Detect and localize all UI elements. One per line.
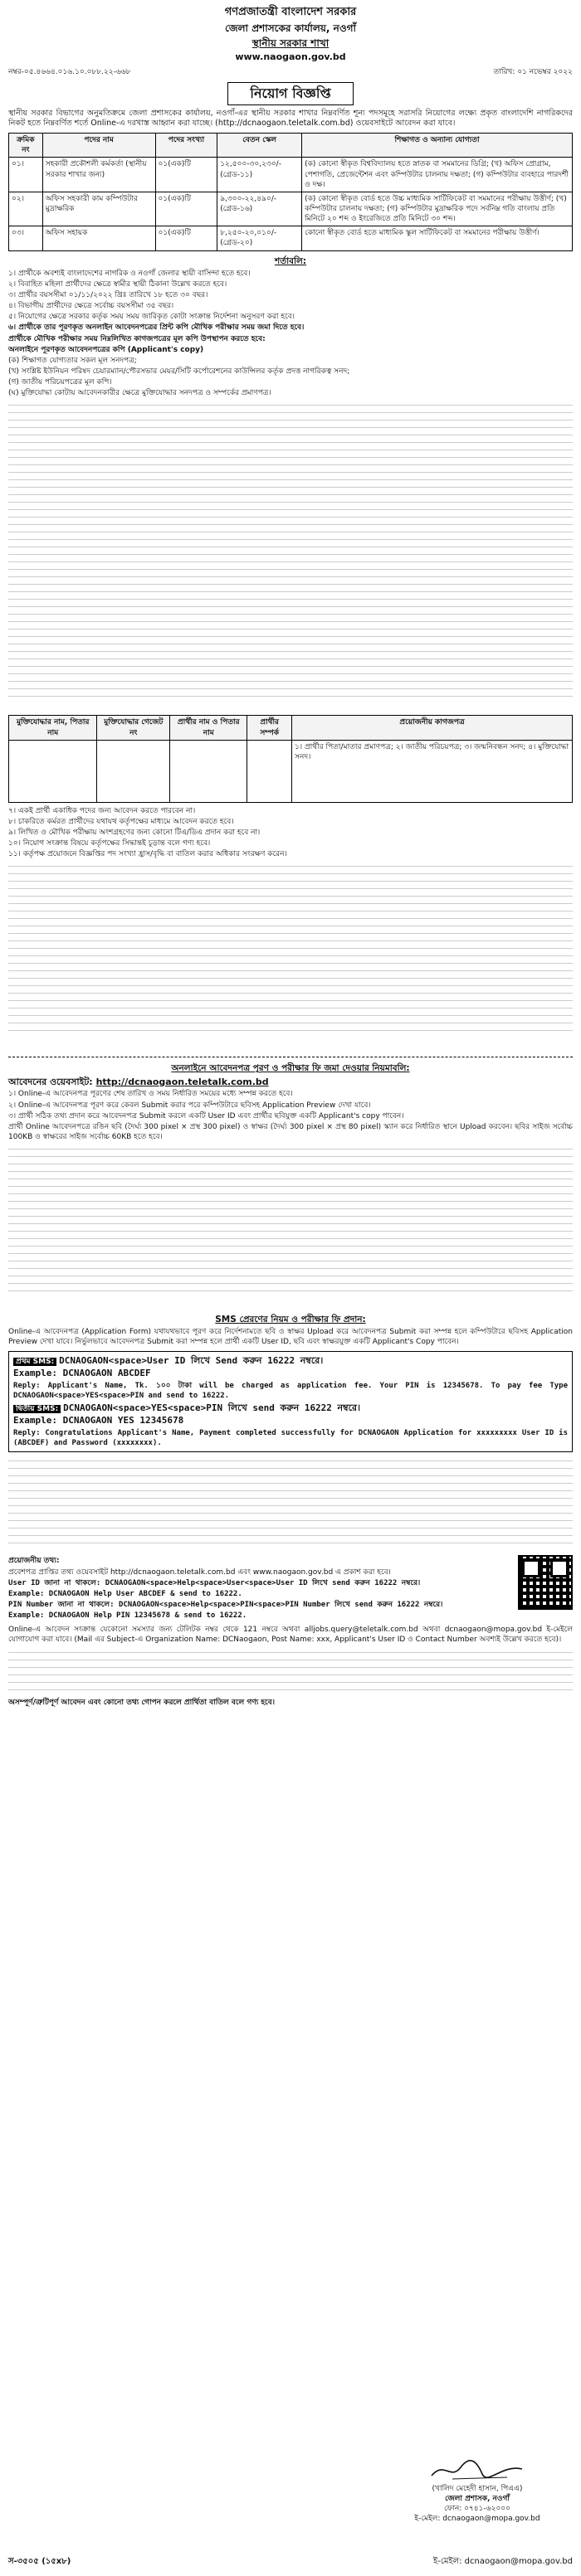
col-qualification: শিক্ষাগত ও অন্যান্য যোগ্যতা <box>302 134 573 158</box>
online-step: ১। Online-এ আবেদনপত্র পূরণের শেষ তারিখ ও সময় নির্ধারিত সময়ের মধ্যে সম্পন্ন করতে হবে। <box>8 1090 293 1099</box>
condition-item: ৬। প্রার্থীকে তার পূরণকৃত অনলাইন আবেদনপত্রের প্রিন্ট কপি মৌখিক পরীক্ষার সময় জমা দিতে হবে। <box>8 323 305 333</box>
row-post: অফিস সহকারী কাম কম্পিউটার মুদ্রাক্ষরিক <box>42 192 155 226</box>
condition-item: ১১। কর্তৃপক্ষ প্রয়োজনে বিজ্ঞপ্তির পদ সংখ্যা হ্রাস/বৃদ্ধি বা বাতিল করার অধিকার সংরক্ষণ করেন। <box>8 850 287 859</box>
row-qualification: কোনো স্বীকৃত বোর্ড হতে মাধ্যমিক স্কুল সার্টিফিকেট বা সমমানের পরীক্ষায় উত্তীর্ণ। <box>302 226 573 250</box>
notice-date: তারিখ: ০১ নভেম্বর ২০২২ <box>493 67 573 76</box>
qr-code <box>518 1555 573 1610</box>
online-url-link[interactable]: http://dcnaogaon.teletalk.com.bd <box>95 1076 269 1087</box>
quota-col-documents: প্রয়োজনীয় কাগজপত্র <box>292 716 573 740</box>
reference-line <box>8 67 573 77</box>
online-section-title: অনলাইনে আবেদনপত্র পূরণ ও পরীক্ষার ফি জমা দেওয়ার নিয়মাবলি: <box>171 1063 410 1074</box>
contact-extra-block <box>8 1647 573 1697</box>
signatory-email: ই-মেইল: dcnaogaon@mopa.gov.bd <box>414 2515 540 2524</box>
online-url-label: আবেদনের ওয়েবসাইট: <box>8 1076 93 1087</box>
website-link[interactable]: www.naogaon.gov.bd <box>235 51 346 62</box>
signatory-name: (খালিদ মেহেদী হাসান, পিএএ) <box>432 2485 523 2493</box>
online-step: ৩। প্রার্থী সঠিক তথ্য প্রদান করে আবেদনপত্র Submit করলে একটি User ID এবং প্রার্থীর ছবিযুক্ত একটি Applicant's copy পাবেন। <box>8 1111 404 1120</box>
sms-second-label: দ্বিতীয় SMS: <box>13 1405 61 1413</box>
signatory-phone: ফোন: ০৭৪১-৬২০০০ <box>444 2505 510 2514</box>
document-item: (গ) জাতীয় পরিচয়পত্রের মূল কপি। <box>8 378 112 387</box>
more-conditions <box>8 806 573 860</box>
help-line: Example: DCNAOGAON Help User ABCDEF & send to 16222. <box>8 1589 242 1598</box>
condition-item: ৮। চাকরিতে কর্মরত প্রার্থীদের যথাযথ কর্তৃপক্ষের মাধ্যমে আবেদন করতে হবে। <box>8 817 234 826</box>
row-serial: ০২। <box>9 192 43 226</box>
online-instructions-block <box>8 1144 573 1310</box>
sms-first-line <box>13 1355 568 1368</box>
help-line: User ID জানা না থাকলে: DCNAOGAON<space>Help<space>User<space>User ID লিখে send করুন 16222 নম্বরে। <box>8 1578 421 1587</box>
quota-col-gazette: মুক্তিযোদ্ধার গেজেট নং <box>97 716 170 740</box>
col-scale: বেতন স্কেল <box>217 134 302 158</box>
sms-fee-note: Online-এ আবেদনপত্র (Application Form) যথাযথভাবে পূরণ করে নির্দেশনামতে ছবি ও স্বাক্ষর Upload করে আবেদনপত্র Submit করা সম্পন্ন হলে কম্পিউটারে ছবিসহ Application Preview দেখা যাবে। নির্ভুলভাবে আবেদনপত্র Submit করা সম্পন্ন হলে প্রার্থী একটি User ID, ছবি এবং স্বাক্ষরযুক্ত একটি Applicant's Copy পাবেন। <box>8 1328 573 1347</box>
online-url-line <box>8 1077 573 1089</box>
sms-reply-one: Reply: Applicant's Name, Tk. ১০০ টাকা will be charged as application fee. Your PIN is 12345678. To pay fee Type DCNAOGAON<space>YES<space>PIN and send to 16222. <box>13 1382 568 1401</box>
help-text <box>8 1555 511 1621</box>
condition-item: ১। প্রার্থীকে অবশ্যই বাংলাদেশের নাগরিক ও নওগাঁ জেলার স্থায়ী বাসিন্দা হতে হবে। <box>8 269 251 278</box>
final-note: অসম্পূর্ণ/ত্রুটিপূর্ণ আবেদন এবং কোনো তথ্য গোপন করলে প্রার্থিতা বাতিল বলে গণ্য হবে। <box>8 1698 276 1707</box>
conditions-list <box>8 269 573 333</box>
condition-item: ৩। প্রার্থীর বয়সসীমা ০১/১১/২০২২ খ্রিঃ তারিখে ১৮ হতে ৩০ বছর। <box>8 290 208 299</box>
online-steps <box>8 1089 573 1120</box>
row-qualification: (ক) কোনো স্বীকৃত বিশ্ববিদ্যালয় হতে স্নাতক বা সমমানের ডিগ্রি; (খ) অফিস প্রোগ্রাম, পেশাগতি, প্রেজেন্টেশন এবং কম্পিউটার চালনায় দক্ষতা; (গ) কম্পিউটার ব্যবহারে পারদর্শী ও দক্ষ। <box>302 158 573 192</box>
row-post: সহকারী প্রকৌশলী কর্মকর্তা (স্থানীয় সরকার শাখার জন্য) <box>42 158 155 192</box>
row-scale: ৮,২৫০-২০,০১০/- (গ্রেড-২০) <box>217 226 302 250</box>
row-scale: ৯,৩০০-২২,৪৯০/- (গ্রেড-১৬) <box>217 192 302 226</box>
col-count: পদের সংখ্যা <box>155 134 217 158</box>
document-item: (খ) সংশ্লিষ্ট ইউনিয়ন পরিষদ চেয়ারম্যান/পৌরসভার মেয়র/সিটি কর্পোরেশনের কাউন্সিলর কর্তৃক প্রদত্ত নাগরিকত্ব সনদ; <box>8 367 350 376</box>
condition-item: ২। বিবাহিত মহিলা প্রার্থীদের ক্ষেত্রে স্বামীর স্থায়ী ঠিকানা উল্লেখ করতে হবে। <box>8 279 227 289</box>
sms-section-title: SMS প্রেরণের নিয়ম ও পরীক্ষার ফি প্রদান: <box>215 1315 366 1325</box>
table-row <box>9 158 573 192</box>
photo-note: প্রার্থী Online আবেদনপত্রে রঙিন ছবি (দৈর্ঘ্য 300 pixel × প্রস্থ 300 pixel) ও স্বাক্ষর (দৈর্ঘ্য 300 pixel × প্রস্থ 80 pixel) স্ক্যান করে নির্ধারিত স্থানে Upload করবেন। ছবির সাইজ সর্বোচ্চ 100KB ও স্বাক্ষরের সাইজ সর্বোচ্চ 60KB হতে হবে। <box>8 1122 573 1141</box>
document-item: (ক) শিক্ষাগত যোগ্যতার সকল মূল সনদপত্র; <box>8 356 137 365</box>
table-row <box>9 226 573 250</box>
govt-name: গণপ্রজাতন্ত্রী বাংলাদেশ সরকার <box>224 6 357 18</box>
applicant-copy-note: অনলাইনে পূরণকৃত আবেদনপত্রের কপি (Applicant's copy) <box>8 345 204 354</box>
quota-col-candidate: প্রার্থীর নাম ও পিতার নাম <box>170 716 247 740</box>
notice-title: নিয়োগ বিজ্ঞপ্তি <box>227 82 354 105</box>
help-line: PIN Number জানা না থাকলে: DCNAOGAON<space>Help<space>PIN<space>PIN Number লিখে send করুন 16222 নম্বরে। <box>8 1601 443 1610</box>
memo-number: নম্বর-০৫.৪৬৬৪.০১৬.১০.০৮৮.২২-৬৬৮ <box>8 67 131 76</box>
sms-second-example: Example: DCNAOGAON YES 12345678 <box>13 1415 184 1427</box>
documents-list <box>8 356 573 399</box>
footer-code: স-৩৫০৫ (১৫x৮) <box>8 2557 71 2566</box>
table-row <box>9 192 573 226</box>
quota-header-row <box>9 716 573 740</box>
document-item: (ঘ) মুক্তিযোদ্ধা কোটায় আবেদনকারীর ক্ষেত্রে মুক্তিযোদ্ধার সনদপত্র ও সম্পর্কের প্রমাণপত্র। <box>8 389 271 398</box>
sms-first-example: Example: DCNAOGAON ABCDEF <box>13 1368 151 1379</box>
help-section <box>8 1555 573 1621</box>
quota-table <box>8 715 573 802</box>
sms-second-text: DCNAOGAON<space>YES<space>PIN লিখে send করুন 16222 নম্বরে। <box>63 1402 361 1413</box>
conditions-text-block <box>8 861 573 1052</box>
signatory-title: জেলা প্রশাসক, নওগাঁ <box>444 2495 510 2504</box>
condition-item: ৯। লিখিত ও মৌখিক পরীক্ষায় অংশগ্রহণের জন্য কোনো টিএ/ডিএ প্রদান করা হবে না। <box>8 828 261 837</box>
sms-extra-block <box>8 1456 573 1555</box>
col-serial: ক্রমিক নং <box>9 134 43 158</box>
condition-item: ১০। নিয়োগ সংক্রান্ত বিষয়ে কর্তৃপক্ষের সিদ্ধান্তই চূড়ান্ত বলে গণ্য হবে। <box>8 839 211 848</box>
row-serial: ০৩। <box>9 226 43 250</box>
footer-email: ই-মেইল: dcnaogaon@mopa.gov.bd <box>433 2557 573 2566</box>
table-header-row <box>9 134 573 158</box>
sms-first-label: প্রথম SMS: <box>13 1358 56 1366</box>
help-title: প্রয়োজনীয় তথ্য: <box>8 1557 60 1566</box>
row-count: ০১(এক)টি <box>155 158 217 192</box>
row-post: অফিস সহায়ক <box>42 226 155 250</box>
body-text-block <box>8 400 573 715</box>
row-count: ০১(এক)টি <box>155 226 217 250</box>
signature-block <box>382 2456 573 2525</box>
sms-instructions-box <box>8 1351 573 1453</box>
intro-paragraph: স্থানীয় সরকার বিভাগের অনুমতিক্রমে জেলা প্রশাসকের কার্যালয়, নওগাঁ-এর স্থানীয় সরকার শাখার নিম্নবর্ণিত শূন্য পদসমূহে সরাসরি নিয়োগের লক্ষ্যে প্রকৃত বাংলাদেশি নাগরিকদের নিকট হতে নিম্নবর্ণিত শর্তে Online-এ দরখাস্ত আহ্বান করা যাচ্ছে। (http://dcnaogaon.teletalk.com.bd) ওয়েবসাইটে আবেদন করা যাবে। <box>8 108 573 129</box>
condition-item: ৪। বিভাগীয় প্রার্থীদের ক্ষেত্রে সর্বোচ্চ বয়সসীমা ৩৫ বছর। <box>8 302 174 311</box>
quota-row <box>9 740 573 802</box>
sms-second-line <box>13 1402 568 1415</box>
posts-table <box>8 133 573 250</box>
office-name: জেলা প্রশাসকের কার্যালয়, নওগাঁ <box>224 22 357 34</box>
recruitment-notice <box>8 5 573 2524</box>
row-serial: ০১। <box>9 158 43 192</box>
header <box>8 5 573 64</box>
help-line: Example: DCNAOGAON Help PIN 12345678 & send to 16222. <box>8 1611 247 1621</box>
sms-first-text: DCNAOGAON<space>User ID লিখে Send করুন 16222 নম্বরে। <box>59 1354 324 1366</box>
quota-col-relation: প্রার্থীর সম্পর্ক <box>247 716 292 740</box>
row-qualification: (ক) কোনো স্বীকৃত বোর্ড হতে উচ্চ মাধ্যমিক সার্টিফিকেট বা সমমানের পরীক্ষায় উত্তীর্ণ; (খ) কম্পিউটার চালনায় দক্ষতা; (গ) কম্পিউটার মুদ্রাক্ষরিক পদে সর্বনিম্ন গতি বাংলায় প্রতি মিনিটে ২০ শব্দ ও ইংরেজিতে প্রতি মিনিটে ৩০ শব্দ। <box>302 192 573 226</box>
quota-documents-note: ১। প্রার্থীর পিতা/মাতার প্রমাণপত্র; ২। জাতীয় পরিচয়পত্র; ৩। জন্মনিবন্ধন সনদ; ৪। মুক্তিযোদ্ধা সনদ। <box>292 740 573 802</box>
contact-note: Online-এ আবেদন সংক্রান্ত যেকোনো সমস্যার জন্য টেলিটক নম্বর থেকে 121 নম্বরে অথবা alljobs.query@teletalk.com.bd অথবা dcnaogaon@mopa.gov.bd ই-মেইলে যোগাযোগ করা যাবে। (Mail এর Subject-এ Organization Name: DCNaogaon, Post Name: xxx, Applicant's User ID ও Contact Number অবশ্যই উল্লেখ করতে হবে)। <box>8 1626 573 1645</box>
quota-col-fighter: মুক্তিযোদ্ধার নাম, পিতার নাম <box>9 716 97 740</box>
help-line: প্রবেশপত্র প্রাপ্তির তথ্য ওয়েবসাইট http://dcnaogaon.teletalk.com.bd এবং www.naogaon.gov.bd এ প্রকাশ করা হবে। <box>8 1567 391 1577</box>
footer <box>8 2556 573 2568</box>
row-scale: ১২,৫০০-৩০,২৩০/- (গ্রেড-১১) <box>217 158 302 192</box>
condition-item: ৭। একই প্রার্থী একাধিক পদের জন্য আবেদন করতে পারবেন না। <box>8 806 196 815</box>
condition-item: ৫। নিয়োগের ক্ষেত্রে সরকার কর্তৃক সময় সময় জারিকৃত কোটা সংক্রান্ত নির্দেশনা অনুসরণ করা হবে। <box>8 313 295 322</box>
col-post: পদের নাম <box>42 134 155 158</box>
signature-image <box>427 2456 527 2484</box>
sms-reply-two: Reply: Congratulations Applicant's Name, Payment completed successfully for DCNAOGAON Application for xxxxxxxxx User ID is (ABCDEF) and Password (xxxxxxxx). <box>13 1429 568 1448</box>
conditions-title: শর্তাবলি: <box>274 255 306 266</box>
row-count: ০১(এক)টি <box>155 192 217 226</box>
online-step: ২। Online-এ আবেদনপত্র পূরণ করে কেবল Submit করার পরে কম্পিউটারে ছবিসহ Application Preview দেখা যাবে। <box>8 1101 371 1110</box>
documents-note: প্রার্থীকে মৌখিক পরীক্ষার সময় নিম্নলিখিত কাগজপত্রের মূল কপি উপস্থাপন করতে হবে: <box>8 334 266 343</box>
branch-name: স্থানীয় সরকার শাখা <box>251 36 330 49</box>
